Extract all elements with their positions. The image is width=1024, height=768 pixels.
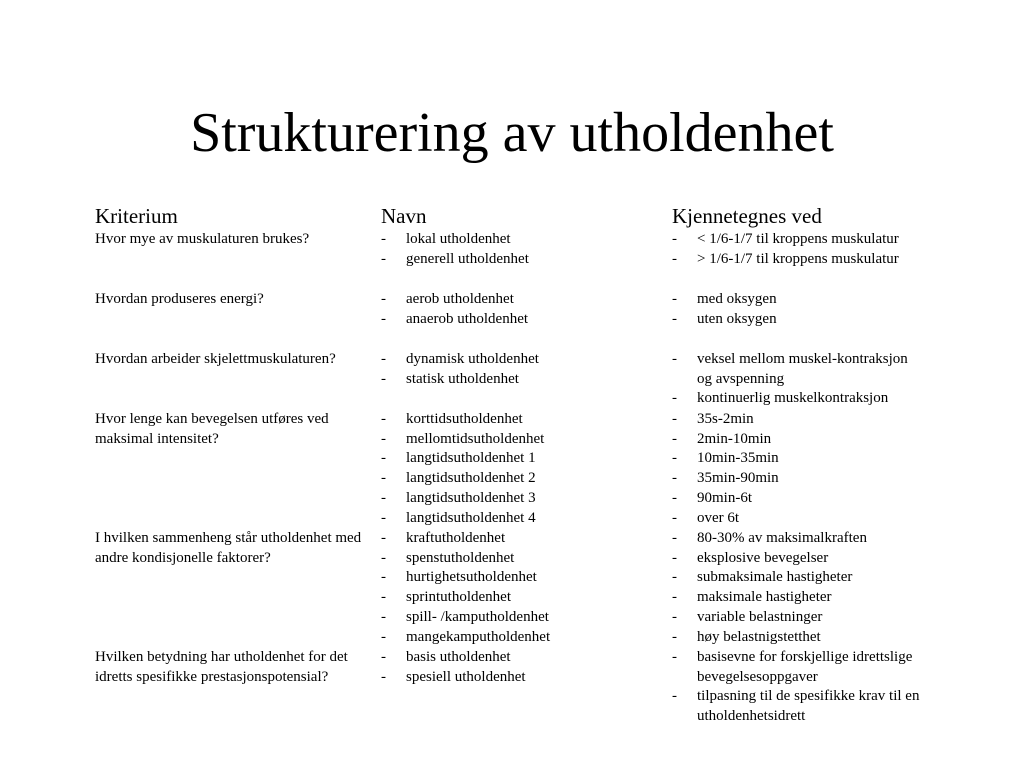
header-name: Navn	[381, 204, 427, 228]
list-item	[381, 230, 661, 250]
list-item	[672, 350, 922, 389]
name-cell	[381, 230, 661, 269]
dash-bullet: -	[381, 310, 386, 327]
list-item	[672, 568, 922, 588]
criterion-cell: Hvordan arbeider skjelettmuskulaturen?	[95, 351, 336, 367]
list-item-text: 2min-10min	[697, 430, 772, 447]
list-item-text: statisk utholdenhet	[406, 370, 519, 387]
header-criterion: Kriterium	[95, 204, 178, 228]
list-item-text: veksel mellom muskel-kontraksjon og avspenning	[697, 351, 908, 387]
list-item	[381, 350, 661, 370]
characteristic-cell	[672, 648, 922, 727]
list-item-text: basis utholdenhet	[406, 649, 511, 665]
list-item-text: basisevne for forskjellige idrettslige bevegelsesoppgaver	[697, 649, 913, 685]
list-item	[672, 588, 922, 608]
dash-bullet: -	[672, 569, 677, 586]
list-item-text: langtidsutholdenhet 3	[406, 489, 536, 506]
dash-bullet: -	[672, 430, 677, 447]
list-item	[672, 687, 922, 726]
list-item-text: langtidsutholdenhet 1	[406, 450, 536, 467]
criterion-cell: Hvor mye av muskulaturen brukes?	[95, 231, 310, 247]
name-cell	[381, 410, 661, 528]
dash-bullet: -	[381, 291, 386, 307]
list-item	[381, 509, 661, 529]
dash-bullet: -	[381, 649, 386, 665]
list-item	[381, 668, 661, 688]
list-item	[381, 370, 661, 390]
list-item	[381, 250, 661, 270]
list-item-text: dynamisk utholdenhet	[406, 351, 539, 367]
list-item-text: spesiell utholdenhet	[406, 668, 526, 685]
dash-bullet: -	[381, 628, 386, 645]
dash-bullet: -	[381, 411, 386, 427]
list-item-text: kontinuerlig muskelkontraksjon	[697, 390, 889, 407]
list-item	[381, 648, 661, 668]
list-item-text: lokal utholdenhet	[406, 231, 511, 247]
characteristic-cell	[672, 230, 922, 269]
list-item-text: aerob utholdenhet	[406, 291, 514, 307]
list-item	[381, 628, 661, 648]
dash-bullet: -	[381, 530, 386, 546]
dash-bullet: -	[381, 489, 386, 506]
dash-bullet: -	[381, 668, 386, 685]
criterion-cell: Hvor lenge kan bevegelsen utføres ved maksimal intensitet?	[95, 411, 329, 447]
dash-bullet: -	[672, 549, 677, 566]
dash-bullet: -	[672, 509, 677, 526]
list-item	[672, 410, 922, 430]
list-item-text: anaerob utholdenhet	[406, 310, 529, 327]
dash-bullet: -	[381, 250, 386, 267]
name-cell	[381, 648, 661, 687]
name-cell	[381, 290, 661, 329]
list-item	[381, 449, 661, 469]
name-cell	[381, 529, 661, 647]
dash-bullet: -	[381, 509, 386, 526]
dash-bullet: -	[672, 688, 677, 705]
structure-table	[95, 202, 995, 725]
list-item	[381, 549, 661, 569]
list-item-text: 10min-35min	[697, 450, 779, 467]
dash-bullet: -	[381, 450, 386, 467]
list-item-text: spenstutholdenhet	[406, 549, 515, 566]
dash-bullet: -	[381, 370, 386, 387]
dash-bullet: -	[381, 589, 386, 606]
list-item-text: 80-30% av maksimalkraften	[697, 530, 867, 546]
list-item-text: submaksimale hastigheter	[697, 569, 853, 586]
dash-bullet: -	[672, 649, 677, 665]
list-item	[672, 529, 922, 549]
list-item-text: langtidsutholdenhet 2	[406, 470, 536, 487]
list-item-text: 35s-2min	[697, 411, 754, 427]
list-item-text: 90min-6t	[697, 489, 752, 506]
slide-title: Strukturering av utholdenhet	[190, 102, 834, 164]
dash-bullet: -	[672, 470, 677, 487]
list-item	[672, 430, 922, 450]
list-item	[672, 469, 922, 489]
list-item-text: langtidsutholdenhet 4	[406, 509, 536, 526]
dash-bullet: -	[672, 390, 677, 407]
list-item	[381, 588, 661, 608]
list-item-text: korttidsutholdenhet	[406, 411, 523, 427]
dash-bullet: -	[672, 628, 677, 645]
list-item-text: mangekamputholdenhet	[406, 628, 551, 645]
dash-bullet: -	[672, 411, 677, 427]
list-item	[381, 568, 661, 588]
list-item-text: hurtighetsutholdenhet	[406, 569, 537, 586]
list-item-text: < 1/6-1/7 til kroppens muskulatur	[697, 231, 899, 247]
list-item	[672, 509, 922, 529]
dash-bullet: -	[672, 608, 677, 625]
list-item	[672, 489, 922, 509]
list-item	[381, 310, 661, 330]
list-item	[381, 608, 661, 628]
list-item-text: uten oksygen	[697, 310, 777, 327]
dash-bullet: -	[381, 430, 386, 447]
list-item	[672, 608, 922, 628]
list-item	[672, 648, 922, 687]
characteristic-cell	[672, 410, 922, 528]
list-item	[381, 430, 661, 450]
list-item	[672, 389, 922, 409]
list-item-text: mellomtidsutholdenhet	[406, 430, 545, 447]
dash-bullet: -	[381, 351, 386, 367]
list-item	[672, 549, 922, 569]
list-item	[672, 230, 922, 250]
dash-bullet: -	[381, 231, 386, 247]
list-item-text: maksimale hastigheter	[697, 589, 832, 606]
list-item	[381, 290, 661, 310]
characteristic-cell	[672, 290, 922, 329]
list-item-text: over 6t	[697, 509, 740, 526]
list-item-text: variable belastninger	[697, 608, 823, 625]
list-item	[381, 410, 661, 430]
dash-bullet: -	[381, 569, 386, 586]
dash-bullet: -	[381, 608, 386, 625]
list-item	[672, 250, 922, 270]
characteristic-cell	[672, 529, 922, 647]
list-item	[672, 449, 922, 469]
dash-bullet: -	[672, 291, 677, 307]
list-item	[381, 529, 661, 549]
dash-bullet: -	[381, 549, 386, 566]
list-item	[672, 628, 922, 648]
list-item	[381, 489, 661, 509]
characteristic-cell	[672, 350, 922, 409]
dash-bullet: -	[672, 489, 677, 506]
criterion-cell: I hvilken sammenheng står utholdenhet med andre kondisjonelle faktorer?	[95, 530, 362, 566]
dash-bullet: -	[672, 310, 677, 327]
dash-bullet: -	[672, 589, 677, 606]
table-header	[95, 202, 995, 230]
criterion-cell: Hvordan produseres energi?	[95, 291, 264, 307]
list-item-text: 35min-90min	[697, 470, 779, 487]
list-item-text: > 1/6-1/7 til kroppens muskulatur	[697, 250, 899, 267]
list-item-text: sprintutholdenhet	[406, 589, 511, 606]
header-characteristic: Kjennetegnes ved	[672, 204, 822, 228]
dash-bullet: -	[672, 231, 677, 247]
name-cell	[381, 350, 661, 389]
list-item-text: tilpasning til de spesifikke krav til en utholdenhetsidrett	[697, 688, 920, 725]
dash-bullet: -	[672, 351, 677, 367]
criterion-cell: Hvilken betydning har utholdenhet for det idretts spesifikke prestasjonspotensial?	[95, 649, 348, 685]
list-item-text: høy belastnigstetthet	[697, 628, 821, 645]
list-item-text: eksplosive bevegelser	[697, 549, 829, 566]
dash-bullet: -	[381, 470, 386, 487]
list-item-text: kraftutholdenhet	[406, 530, 506, 546]
dash-bullet: -	[672, 250, 677, 267]
list-item-text: generell utholdenhet	[406, 250, 529, 267]
list-item	[672, 290, 922, 310]
list-item	[672, 310, 922, 330]
dash-bullet: -	[672, 450, 677, 467]
list-item-text: spill- /kamputholdenhet	[406, 608, 549, 625]
list-item-text: med oksygen	[697, 291, 777, 307]
dash-bullet: -	[672, 530, 677, 546]
list-item	[381, 469, 661, 489]
